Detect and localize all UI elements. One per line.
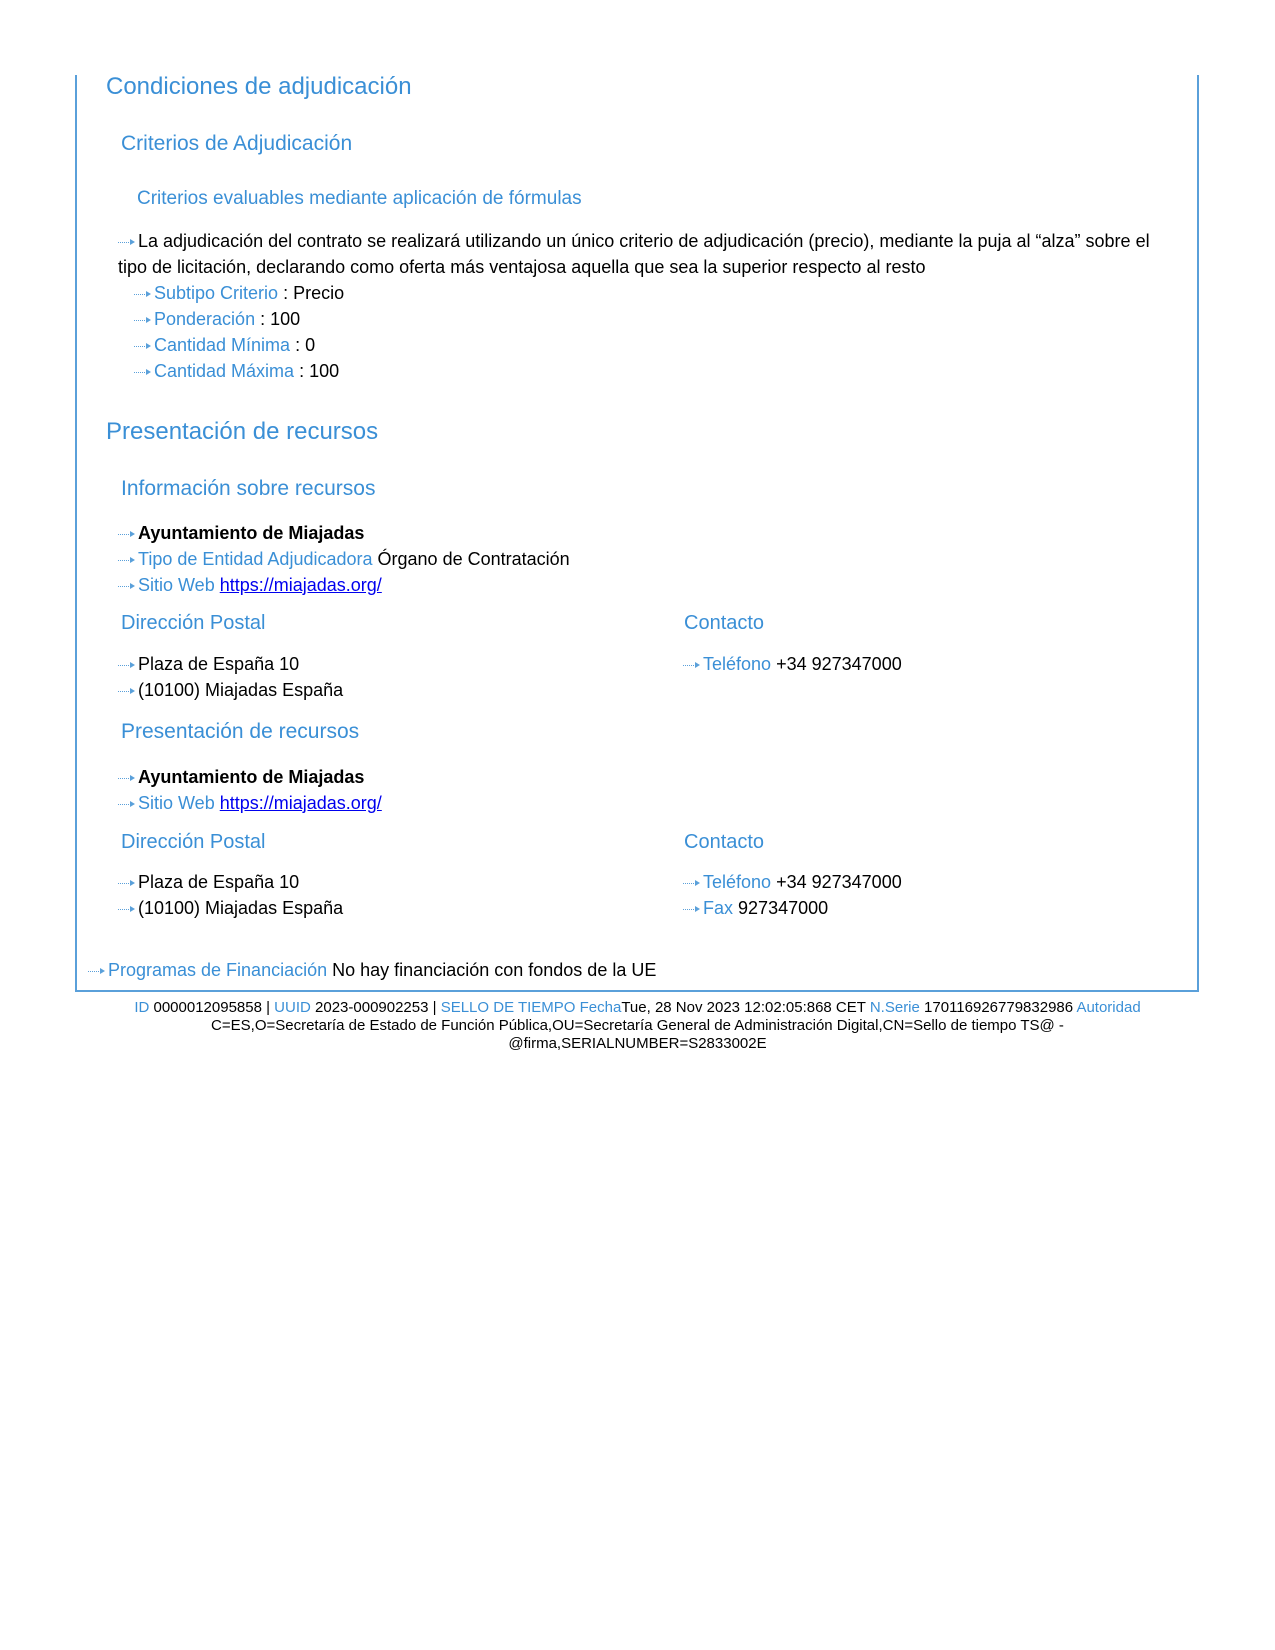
city-text: (10100) Miajadas España [138, 680, 344, 700]
criterio-description-text: La adjudicación del contrato se realizará utilizando un único criterio de adjudicación (precio), mediante la puja al “alza” sobre el tipo de licitación, declarando como oferta más ventajosa aquella que sea la superior respecto al resto [118, 231, 1150, 277]
field-ponderacion [134, 306, 300, 332]
footer-timestamp [100, 999, 1175, 1053]
fax-value: 927347000 [738, 898, 829, 918]
field-value: : 0 [290, 335, 316, 355]
footer-autoridad-label: Autoridad [1076, 999, 1141, 1016]
contact-title-1: Contacto [684, 612, 765, 634]
subsection-title-info-recursos: Información sobre recursos [121, 477, 376, 500]
section-title-adjudicacion: Condiciones de adjudicación [106, 73, 412, 100]
presentacion-sitio-web [118, 790, 382, 816]
arrow-icon [118, 799, 137, 809]
presentacion-entity [118, 764, 364, 790]
arrow-icon [118, 237, 137, 247]
postal-title-1: Dirección Postal [121, 612, 266, 634]
footer-sep: | [428, 999, 441, 1016]
info-city [118, 677, 343, 703]
contact-title-2: Contacto [684, 831, 765, 853]
sitio-web-label: Sitio Web [138, 575, 215, 595]
city-text: (10100) Miajadas España [138, 898, 344, 918]
field-cantidad-minima [134, 332, 315, 358]
footer-id-label: ID [134, 999, 150, 1016]
arrow-icon [683, 904, 702, 914]
sitio-web-link[interactable]: https://miajadas.org/ [219, 793, 382, 813]
arrow-icon [118, 660, 137, 670]
arrow-icon [118, 878, 137, 888]
criterio-description [118, 228, 1168, 280]
info-sitio-web [118, 572, 382, 598]
fax-label: Fax [703, 898, 734, 918]
field-cantidad-maxima [134, 358, 339, 384]
field-label: Cantidad Mínima [154, 335, 291, 355]
info-street [118, 651, 299, 677]
arrow-icon [88, 966, 107, 976]
presentacion-street [118, 869, 299, 895]
arrow-icon [118, 773, 137, 783]
presentacion-city [118, 895, 343, 921]
arrow-icon [118, 581, 137, 591]
phone-label: Teléfono [703, 872, 772, 892]
arrow-icon [134, 341, 153, 351]
field-label: Subtipo Criterio [154, 283, 279, 303]
arrow-icon [134, 289, 153, 299]
tipo-entidad-label: Tipo de Entidad Adjudicadora [138, 549, 373, 569]
arrow-icon [118, 529, 137, 539]
footer-id-value: 0000012095858 [153, 999, 262, 1016]
footer-serie-value: 170116926779832986 [924, 999, 1074, 1016]
field-label: Cantidad Máxima [154, 361, 295, 381]
tipo-entidad-value: Órgano de Contratación [377, 549, 570, 569]
sitio-web-label: Sitio Web [138, 793, 215, 813]
info-tipo-entidad [118, 546, 570, 572]
arrow-icon [134, 367, 153, 377]
field-value: : 100 [294, 361, 340, 381]
entity-name: Ayuntamiento de Miajadas [138, 767, 365, 787]
arrow-icon [134, 315, 153, 325]
footer-fecha-value: Tue, 28 Nov 2023 12:02:05:868 CET [621, 999, 866, 1016]
postal-title-2: Dirección Postal [121, 831, 266, 853]
footer-sello-label: SELLO DE TIEMPO Fecha [440, 999, 622, 1016]
footer-sep: | [261, 999, 275, 1016]
footer-autoridad-value: C=ES,O=Secretaría de Estado de Función Pública,OU=Secretaría General de Administración Digital,CN=Sello de tiempo TS@ - @firma,SERIALNUMBER=S2833002E [211, 1017, 1064, 1052]
arrow-icon [683, 878, 702, 888]
arrow-icon [118, 904, 137, 914]
info-entity [118, 520, 364, 546]
financiacion-row [88, 957, 656, 983]
subsection-title-presentacion: Presentación de recursos [121, 720, 360, 743]
subsection-title-criterios: Criterios de Adjudicación [121, 132, 353, 155]
field-value: : Precio [278, 283, 345, 303]
field-value: : 100 [255, 309, 301, 329]
footer-uuid-label: UUID [274, 999, 311, 1016]
entity-name: Ayuntamiento de Miajadas [138, 523, 365, 543]
field-label: Ponderación [154, 309, 256, 329]
arrow-icon [118, 686, 137, 696]
arrow-icon [118, 555, 137, 565]
financiacion-value: No hay financiación con fondos de la UE [332, 960, 657, 980]
arrow-icon [683, 660, 702, 670]
field-subtipo-criterio [134, 280, 344, 306]
financiacion-label: Programas de Financiación [108, 960, 328, 980]
phone-value: +34 927347000 [776, 872, 902, 892]
street-text: Plaza de España 10 [138, 654, 300, 674]
street-text: Plaza de España 10 [138, 872, 300, 892]
presentacion-fax [683, 895, 828, 921]
footer-uuid-value: 2023-000902253 [315, 999, 429, 1016]
subsection-title-formulas: Criterios evaluables mediante aplicación de fórmulas [137, 188, 582, 209]
info-phone [683, 651, 902, 677]
footer-serie-label: N.Serie [869, 999, 920, 1016]
presentacion-phone [683, 869, 902, 895]
sitio-web-link[interactable]: https://miajadas.org/ [219, 575, 382, 595]
phone-label: Teléfono [703, 654, 772, 674]
section-title-recursos: Presentación de recursos [106, 418, 379, 445]
phone-value: +34 927347000 [776, 654, 902, 674]
